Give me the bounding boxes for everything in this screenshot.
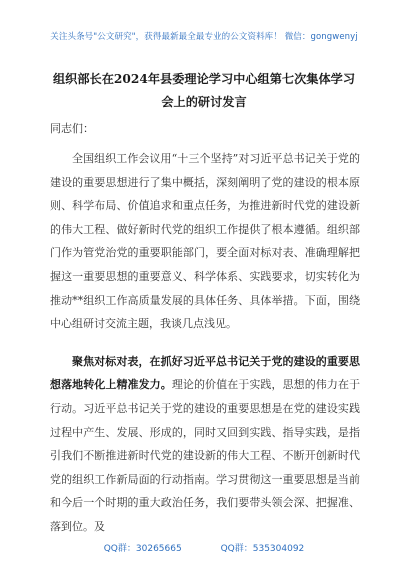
paragraph-2 [50, 350, 360, 539]
footer-qq-group-2: QQ群：535304092 [220, 544, 305, 554]
paragraph-2-text: 理论的价值在于实践，思想的伟力在于行动。习近平总书记关于党的建设的重要思想是在党的建设实践过程中产生、发展、形成的，同时又回到实践、指导实践，是指引我们不断推进新时代党的建设新的伟大工程、不断开创新时代党的组织工作新局面的行动指南。学习贯彻这一重要思想是当前和今后一个时期的重大政治任务，我们要带头领会深、把握准、落到位。及 [50, 378, 361, 533]
greeting: 同志们： [50, 122, 94, 135]
paragraph-2-heading: 聚焦对标对表，在抓好习近平总书记关于党的建设的重要思想落地转化上精准发力。 [50, 354, 360, 392]
header-ad-text: 关注头条号"公文研究"，获得最新最全最专业的公文资料库！ 微信：gongwenyj [50, 32, 358, 42]
document-title: 组织部长在2024年县委理论学习中心组第七次集体学习会上的研讨发言 [52, 72, 356, 109]
paragraph-1: 全国组织工作会议用“十三个坚持”对习近平总书记关于党的建设的重要思想进行了集中概括，深刻阐明了党的建设的根本原则、科学布局、价值追求和重点任务，为推进新时代党的建设新的伟大工程、做好新时代党的组织工作提供了根本遵循。组织部门作为管党治党的重要职能部门，要全面对标对表、准确理解把握这一重要思想的重要意义、科学体系、实践要求，切实转化为推动**组织工作高质量发展的具体任务、具体举措。下面，围绕中心组研讨交流主题，我谈几点浅见。 [50, 152, 360, 331]
footer-qq-group-1: QQ群：30265665 [103, 544, 182, 554]
footer [0, 541, 408, 554]
document-body [50, 147, 360, 539]
